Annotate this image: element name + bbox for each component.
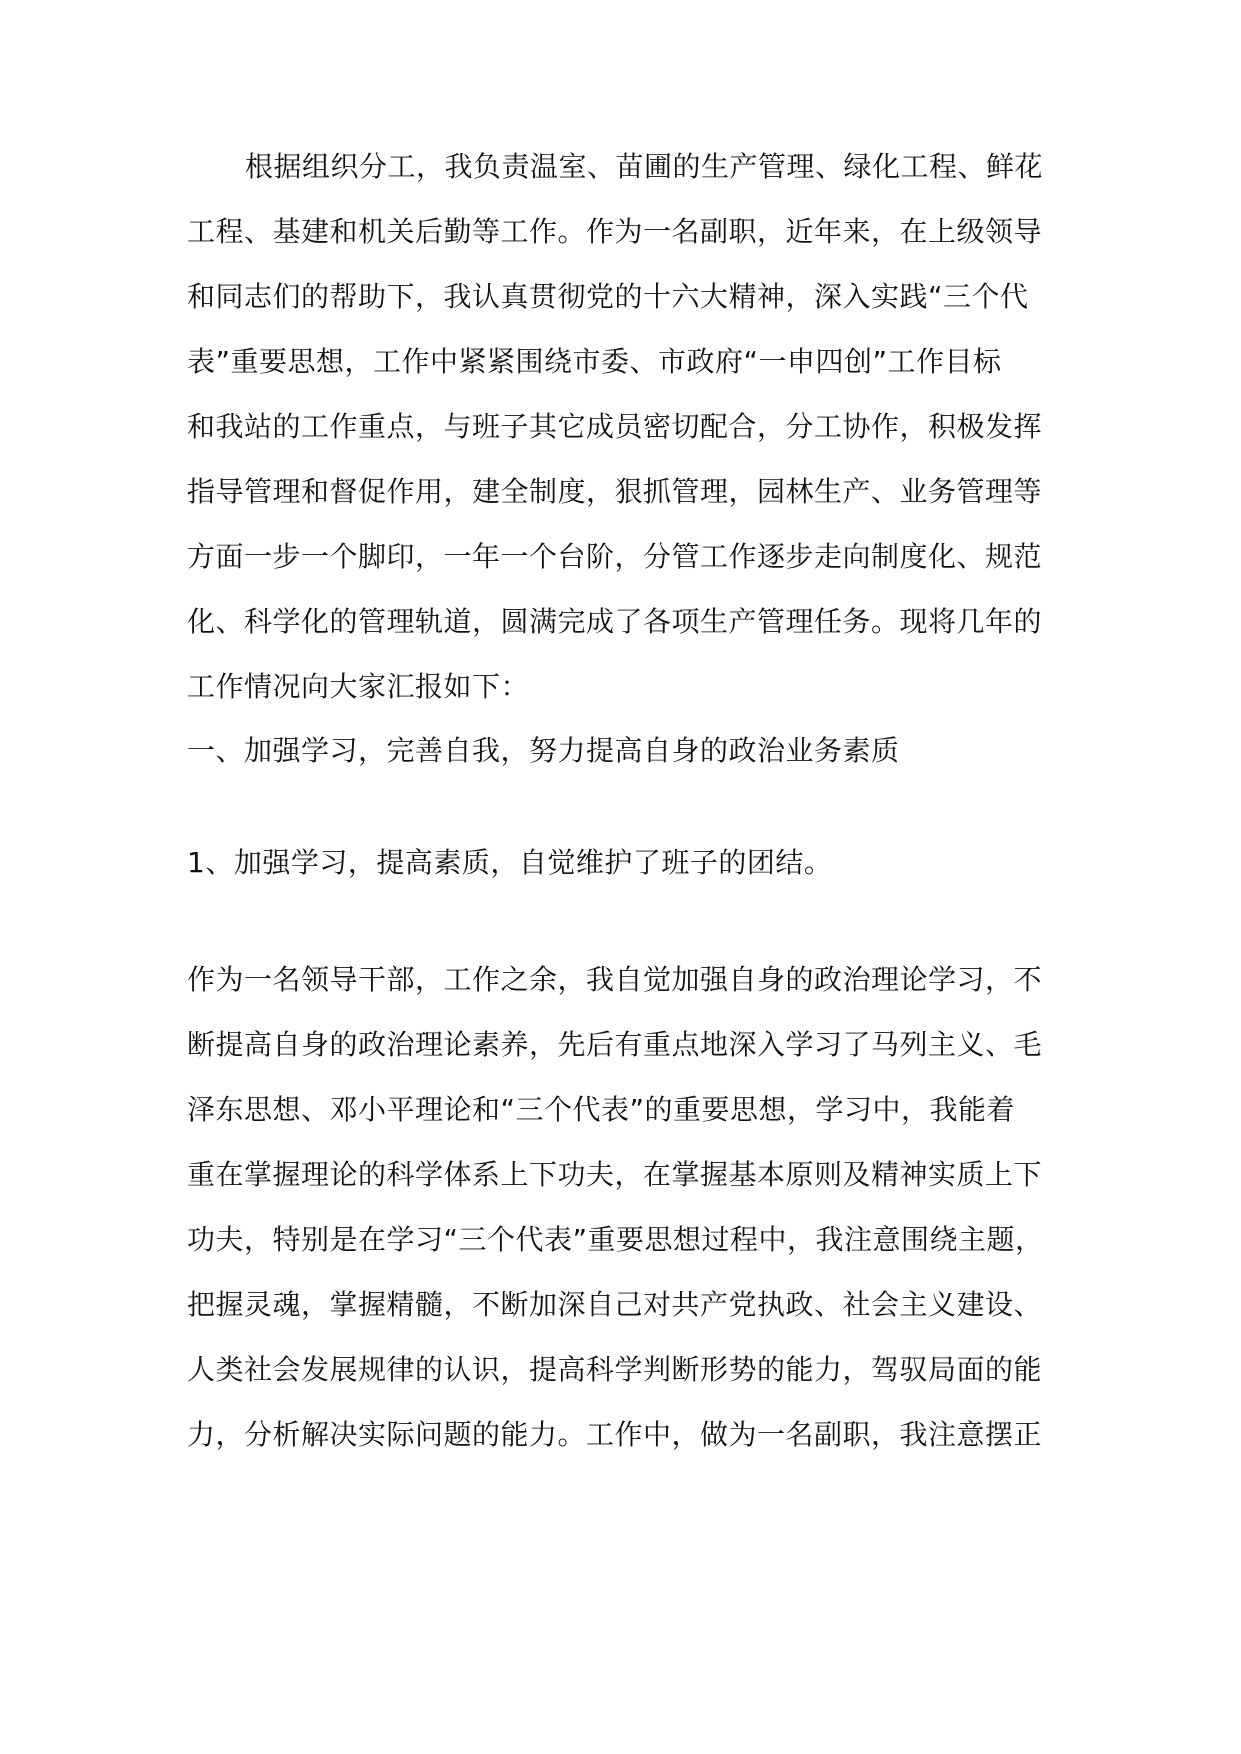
body-line: 力，分析解决实际问题的能力。工作中，做为一名副职，我注意摆正 (187, 1418, 1043, 1451)
body-line: 断提高自身的政治理论素养，先后有重点地深入学习了马列主义、毛 (187, 1028, 1043, 1061)
intro-line: 化、科学化的管理轨道，圆满完成了各项生产管理任务。现将几年的 (187, 605, 1043, 638)
body-line: 人类社会发展规律的认识，提高科学判断形势的能力，驾驭局面的能 (187, 1353, 1043, 1386)
section-heading: 一、加强学习，完善自我，努力提高自身的政治业务素质 (187, 734, 900, 767)
intro-line: 工作情况向大家汇报如下： (187, 670, 530, 703)
body-line: 重在掌握理论的科学体系上下功夫，在掌握基本原则及精神实质上下 (187, 1158, 1043, 1191)
intro-line: 工程、基建和机关后勤等工作。作为一名副职，近年来，在上级领导 (187, 215, 1043, 248)
body-line: 泽东思想、邓小平理论和“三个代表”的重要思想，学习中，我能着 (187, 1093, 1016, 1126)
intro-line: 指导管理和督促作用，建全制度，狠抓管理，园林生产、业务管理等 (187, 475, 1043, 508)
body-line: 作为一名领导干部，工作之余，我自觉加强自身的政治理论学习，不 (187, 963, 1043, 996)
subsection-heading: 1、加强学习，提高素质，自觉维护了班子的团结。 (187, 846, 833, 879)
section-heading-block (187, 718, 1057, 783)
intro-line: 和我站的工作重点，与班子其它成员密切配合，分工协作，积极发挥 (187, 410, 1043, 443)
body-line: 功夫，特别是在学习“三个代表”重要思想过程中，我注意围绕主题， (187, 1223, 1044, 1256)
subsection-heading-block (187, 830, 1057, 895)
body-paragraph (187, 947, 1057, 1467)
intro-line: 根据组织分工，我负责温室、苗圃的生产管理、绿化工程、鲜花 (245, 150, 1044, 183)
intro-line: 表”重要思想，工作中紧紧围绕市委、市政府“一申四创”工作目标 (187, 345, 1002, 378)
body-line: 把握灵魂，掌握精髓，不断加深自己对共产党执政、社会主义建设、 (187, 1288, 1043, 1321)
intro-paragraph (187, 134, 1057, 719)
intro-line: 方面一步一个脚印，一年一个台阶，分管工作逐步走向制度化、规范 (187, 540, 1043, 573)
intro-line: 和同志们的帮助下，我认真贯彻党的十六大精神，深入实践“三个代 (187, 280, 1029, 313)
